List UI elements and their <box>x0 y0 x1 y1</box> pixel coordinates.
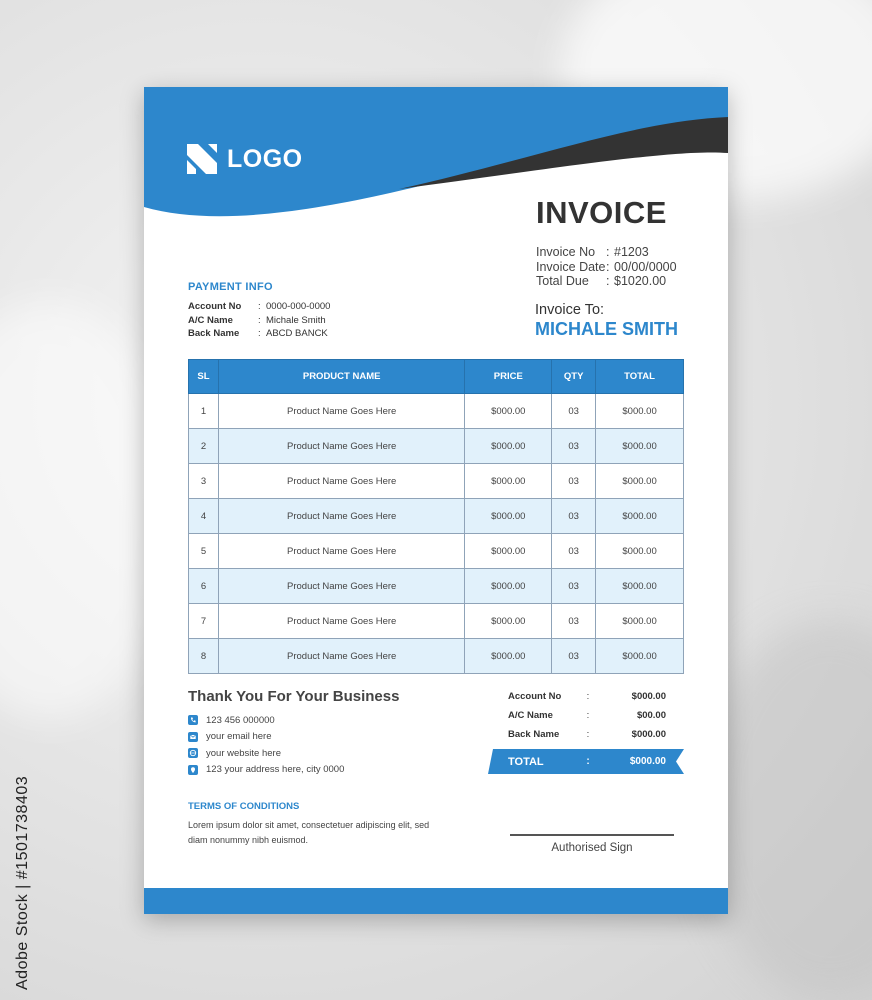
separator: : <box>606 245 610 259</box>
table-row <box>189 534 684 569</box>
table-row <box>189 639 684 674</box>
cell-qty: 03 <box>552 639 596 674</box>
cell-sl: 4 <box>189 499 219 534</box>
cell-sl: 6 <box>189 569 219 604</box>
column-header-product: PRODUCT NAME <box>218 360 464 394</box>
total-row <box>508 749 666 774</box>
contact-text: 123 456 000000 <box>206 714 275 726</box>
contact-list <box>188 712 344 778</box>
cell-price: $000.00 <box>465 639 552 674</box>
separator: : <box>606 259 610 274</box>
separator: : <box>258 314 261 326</box>
summary-value: $00.00 <box>636 710 666 721</box>
total-due-value: $1020.00 <box>614 274 667 288</box>
globe-icon <box>188 748 198 758</box>
payment-row <box>188 314 330 328</box>
cell-product: Product Name Goes Here <box>218 394 464 429</box>
cell-price: $000.00 <box>465 394 552 429</box>
cell-sl: 5 <box>189 534 219 569</box>
summary-label: A/C Name <box>508 710 553 721</box>
column-header-total: TOTAL <box>596 360 684 394</box>
cell-sl: 1 <box>189 394 219 429</box>
separator: : <box>606 274 610 288</box>
column-header-qty: QTY <box>552 360 596 394</box>
cell-total: $000.00 <box>596 499 684 534</box>
payment-label: Account No <box>188 301 242 312</box>
cell-qty: 03 <box>552 499 596 534</box>
separator: : <box>258 328 261 339</box>
contact-item <box>188 712 344 729</box>
total-due-label: Total Due <box>536 274 589 288</box>
terms-title: TERMS OF CONDITIONS <box>188 801 300 812</box>
table-header-row <box>189 360 684 394</box>
contact-text: your email here <box>206 731 272 743</box>
invoice-number-label: Invoice No <box>536 245 596 259</box>
cell-product: Product Name Goes Here <box>218 569 464 604</box>
payment-label: Back Name <box>188 328 240 339</box>
column-header-sl: SL <box>189 360 219 394</box>
contact-text: your website here <box>206 747 281 759</box>
cell-sl: 3 <box>189 464 219 499</box>
invoice-date-row <box>536 260 677 275</box>
table-row <box>189 429 684 464</box>
summary-row <box>508 687 666 706</box>
invoice-number-value: #1203 <box>614 245 649 259</box>
cell-price: $000.00 <box>465 429 552 464</box>
separator: : <box>586 729 590 740</box>
contact-item <box>188 729 344 746</box>
payment-label: A/C Name <box>188 314 233 326</box>
email-icon <box>188 732 198 742</box>
stock-id-label: Adobe Stock | #1501738403 <box>14 775 31 990</box>
column-header-price: PRICE <box>465 360 552 394</box>
payment-info-title: PAYMENT INFO <box>188 281 273 293</box>
footer-bar <box>144 888 728 914</box>
cell-total: $000.00 <box>596 569 684 604</box>
cell-sl: 8 <box>189 639 219 674</box>
cell-total: $000.00 <box>596 429 684 464</box>
cell-product: Product Name Goes Here <box>218 429 464 464</box>
cell-product: Product Name Goes Here <box>218 604 464 639</box>
cell-sl: 2 <box>189 429 219 464</box>
summary-value: $000.00 <box>631 691 666 702</box>
cell-product: Product Name Goes Here <box>218 464 464 499</box>
invoice-title: INVOICE <box>536 195 667 230</box>
payment-value: Michale Smith <box>266 314 326 326</box>
table-row <box>189 499 684 534</box>
logo-text: LOGO <box>227 144 303 173</box>
total-value: $000.00 <box>629 756 666 767</box>
table-row <box>189 604 684 639</box>
cell-price: $000.00 <box>465 534 552 569</box>
cell-sl: 7 <box>189 604 219 639</box>
cell-total: $000.00 <box>596 534 684 569</box>
cell-product: Product Name Goes Here <box>218 534 464 569</box>
invoice-page <box>144 87 728 914</box>
signature-line <box>510 834 674 836</box>
cell-price: $000.00 <box>465 464 552 499</box>
table-row <box>189 569 684 604</box>
signature-label: Authorised Sign <box>551 842 633 854</box>
contact-item <box>188 762 344 779</box>
location-pin-icon <box>188 765 198 775</box>
payment-row <box>188 300 330 314</box>
summary-label: Account No <box>508 691 562 702</box>
cell-qty: 03 <box>552 429 596 464</box>
separator: : <box>586 710 590 721</box>
payment-value: 0000-000-0000 <box>266 301 331 312</box>
contact-text: 123 your address here, city 0000 <box>206 764 345 776</box>
cell-qty: 03 <box>552 534 596 569</box>
cell-total: $000.00 <box>596 464 684 499</box>
separator: : <box>586 756 590 767</box>
contact-item <box>188 745 344 762</box>
cell-qty: 03 <box>552 464 596 499</box>
thanks-heading: Thank You For Your Business <box>188 688 400 705</box>
invoice-date-label: Invoice Date <box>536 259 606 274</box>
separator: : <box>586 691 590 702</box>
cell-qty: 03 <box>552 569 596 604</box>
cell-total: $000.00 <box>596 639 684 674</box>
invoice-date-value: 00/00/0000 <box>614 259 677 274</box>
summary-row <box>508 706 666 725</box>
cell-price: $000.00 <box>465 604 552 639</box>
cell-price: $000.00 <box>465 499 552 534</box>
logo <box>187 144 303 174</box>
summary-value: $000.00 <box>631 729 666 740</box>
terms-text: Lorem ipsum dolor sit amet, consectetuer adipiscing elit, sed diam nonummy nibh euismod. <box>188 820 430 845</box>
summary-label: Back Name <box>508 729 560 740</box>
cell-qty: 03 <box>552 604 596 639</box>
client-name: MICHALE SMITH <box>535 319 678 339</box>
total-label: TOTAL <box>508 755 544 768</box>
separator: : <box>258 301 261 312</box>
invoice-number-row <box>536 245 677 260</box>
summary <box>508 687 666 744</box>
cell-qty: 03 <box>552 394 596 429</box>
cell-product: Product Name Goes Here <box>218 639 464 674</box>
invoice-to-label: Invoice To: <box>535 302 605 318</box>
phone-icon <box>188 715 198 725</box>
logo-mark-icon <box>187 144 217 174</box>
items-table <box>188 359 684 674</box>
cell-total: $000.00 <box>596 394 684 429</box>
table-row <box>189 394 684 429</box>
payment-row <box>188 327 330 341</box>
cell-price: $000.00 <box>465 569 552 604</box>
payment-value: ABCD BANCK <box>266 328 328 339</box>
total-due-row <box>536 274 677 289</box>
cell-product: Product Name Goes Here <box>218 499 464 534</box>
table-row <box>189 464 684 499</box>
invoice-meta <box>536 245 677 289</box>
payment-info <box>188 300 330 341</box>
summary-row <box>508 725 666 744</box>
cell-total: $000.00 <box>596 604 684 639</box>
